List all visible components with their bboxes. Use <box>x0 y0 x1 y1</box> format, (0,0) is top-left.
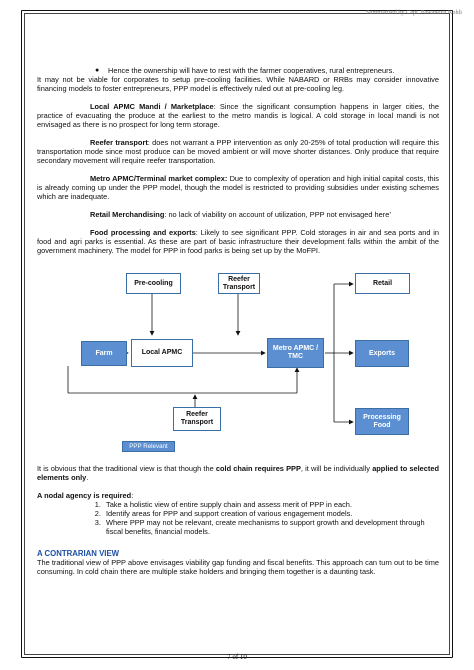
para-precooling: It may not be viable for corporates to setup pre-cooling facilities. While NABARD or RRBs may consider innovative financing models to foster entrepreneurs, PPP model is effectively ruled out at pre-cooling leg. <box>37 75 439 93</box>
contrarian-heading: A CONTRARIAN VIEW <box>37 549 120 558</box>
processing-food-box: Processing Food <box>355 408 409 435</box>
exports-box: Exports <box>355 340 409 367</box>
metro-apmc-box: Metro APMC / TMC <box>267 338 324 368</box>
document-body <box>37 66 439 576</box>
para-local-apmc: Local APMC Mandi / Marketplace: Since the significant consumption happens in larger cities, the practice of evacuating the produce at the earliest to the metro mandis is logical. A cold storage in local mandi is not envisaged as there is no prospect for long term storage. <box>37 102 439 129</box>
para-contrarian: The traditional view of PPP above envisages viability gap funding and fiscal benefits. This approach can turn out to be time consuming. In cold chain there are multiple stake holders and bringing them together is a daunting task. <box>37 558 439 576</box>
para-food: Food processing and exports: Likely to see significant PPP. Cold storages in air and sea ports and in food and agri parks is essential. As these are part of basic infrastructure their development falls within the ambit of the government machinery. The model for PPP in food parks is being set up by the MoFPI. <box>37 228 439 255</box>
reefer-transport-bottom-box: Reefer Transport <box>173 407 221 431</box>
reefer-transport-top-box: Reefer Transport <box>218 273 260 294</box>
list-item: 3. Where PPP may not be relevant, create mechanisms to support growth and development through fiscal benefits, financial models. <box>103 518 439 536</box>
precooling-box: Pre-cooling <box>126 273 181 294</box>
page-number: 7 of 10 <box>227 653 247 661</box>
ppp-relevant-legend: PPP Relevant <box>122 441 175 452</box>
para-traditional: It is obvious that the traditional view is that though the cold chain requires PPP, it will be individually applied to selected elements only. <box>37 464 439 482</box>
farm-box: Farm <box>81 341 127 366</box>
cold-chain-diagram <box>37 262 439 452</box>
bullet-dot-icon: ● <box>95 67 100 74</box>
nodal-heading: A nodal agency is required: <box>37 491 134 500</box>
para-retail: Retail Merchandising: no lack of viability on account of utilization, PPP not envisaged here’ <box>90 210 391 219</box>
para-metro: Metro APMC/Terminal market complex: Due to complexity of operation and high initial capital costs, this is already coming up under the PPP model, though the model is restricted to providing subsidies under existing schemes which are inadequate. <box>37 174 439 201</box>
local-apmc-box: Local APMC <box>131 339 193 367</box>
nodal-list <box>37 500 439 536</box>
bullet-item: ● Hence the ownership will have to rest with the farmer cooperatives, rural entrepreneurs. <box>95 66 395 75</box>
header-note: Summarised by Capt. Pawanexh Kohli <box>365 9 462 16</box>
retail-box: Retail <box>355 273 410 294</box>
list-item: 2. Identify areas for PPP and support creation of various engagement models. <box>103 509 439 518</box>
list-item: 1. Take a holistic view of entire supply chain and assess merit of PPP in each. <box>103 500 439 509</box>
para-reefer: Reefer transport: does not warrant a PPP intervention as only 20-25% of total production will require this transportation mode since most produce can be moved ambient or will move shorter distances. Only produce that require secondary movement will require reefer transportation. <box>37 138 439 165</box>
